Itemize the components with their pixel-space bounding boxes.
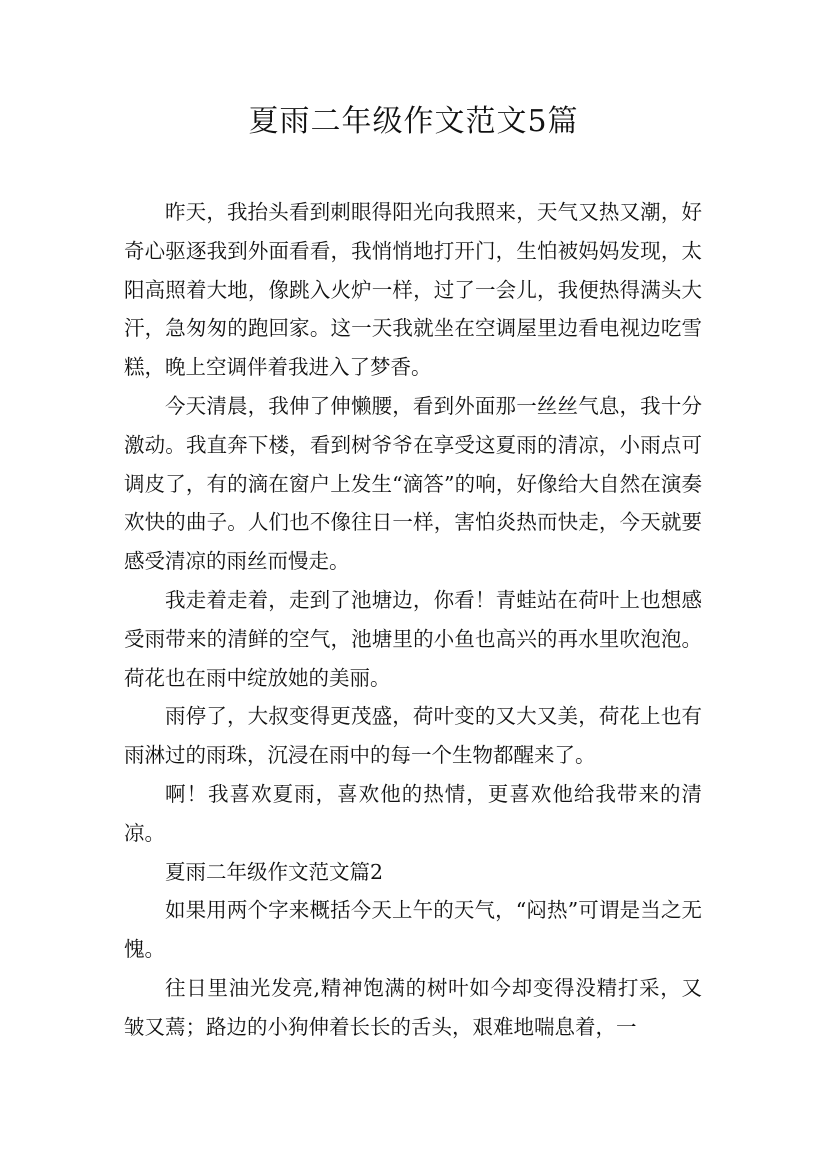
paragraph-4: 雨停了，大叔变得更茂盛，荷叶变的又大又美，荷花上也有雨淋过的雨珠，沉浸在雨中的每一个生物都醒来了。 xyxy=(124,704,702,768)
paragraph-5: 啊！我喜欢夏雨，喜欢他的热情，更喜欢他给我带来的清凉。 xyxy=(124,781,702,845)
paragraph-1: 昨天，我抬头看到刺眼得阳光向我照来，天气又热又潮，好奇心驱逐我到外面看看，我悄悄地打开门，生怕被妈妈发现，太阳高照着大地，像跳入火炉一样，过了一会儿，我便热得满头大汗，急匆匆的跑回家。这一天我就坐在空调屋里边看电视边吃雪糕，晚上空调伴着我进入了梦香。 xyxy=(124,200,702,380)
paragraph-6: 如果用两个字来概括今天上午的天气，“闷热”可谓是当之无愧。 xyxy=(124,898,702,962)
section-heading-2: 夏雨二年级作文范文篇2 xyxy=(165,859,384,884)
document-body xyxy=(124,193,702,1047)
paragraph-3: 我走着走着，走到了池塘边，你看！青蛙站在荷叶上也想感受雨带来的清鲜的空气，池塘里的小鱼也高兴的再水里吹泡泡。荷花也在雨中绽放她的美丽。 xyxy=(124,587,702,690)
paragraph-2: 今天清晨，我伸了伸懒腰，看到外面那一丝丝气息，我十分激动。我直奔下楼，看到树爷爷在享受这夏雨的清凉，小雨点可调皮了，有的滴在窗户上发生“滴答”的响，好像给大自然在演奏欢快的曲子。人们也不像往日一样，害怕炎热而快走，今天就要感受清凉的雨丝而慢走。 xyxy=(124,393,702,574)
paragraph-7: 往日里油光发亮,精神饱满的树叶如今却变得没精打采，又皱又蔫；路边的小狗伸着长长的舌头，艰难地喘息着，一 xyxy=(124,975,702,1039)
document-title: 夏雨二年级作文范文5篇 xyxy=(248,104,579,139)
